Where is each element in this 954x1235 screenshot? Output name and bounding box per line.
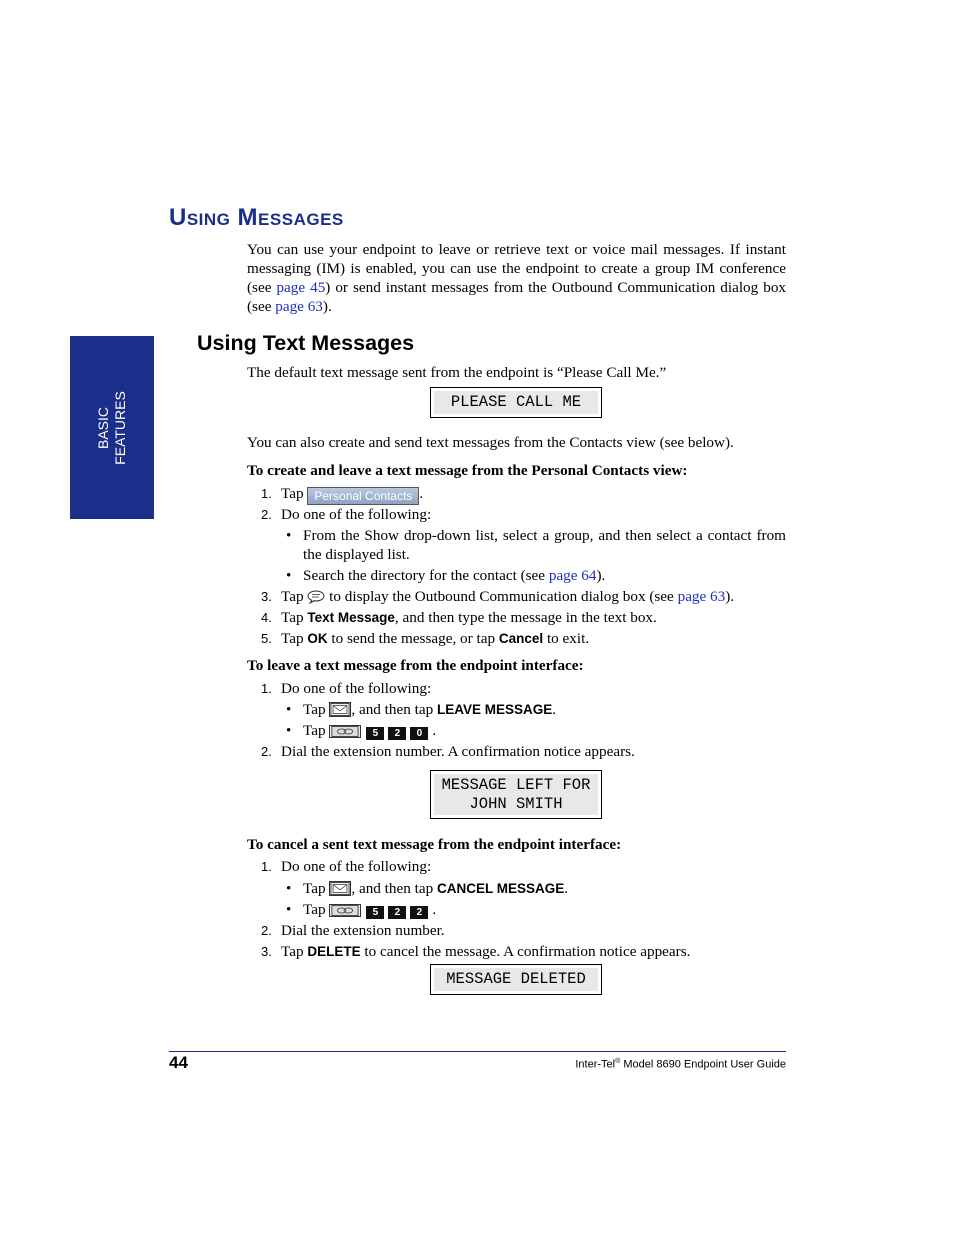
create-step-4 [261, 608, 786, 627]
intro-text-2: ) or send instant messages from the Outbound Communication dialog box (see [247, 279, 787, 315]
page-63-link[interactable]: page 63 [677, 588, 726, 605]
bullet-text: From the Show drop-down list, select a group, and then select a contact from the displayed list. [303, 527, 786, 563]
speech-bubble-icon[interactable] [307, 590, 325, 604]
step-text: to display the Outbound Communication dialog box (see [329, 588, 678, 605]
bullet-text: . [432, 722, 437, 739]
bullet-text: Tap [303, 880, 330, 897]
default-message-text: The default text message sent from the endpoint is “Please Call Me.” [247, 364, 667, 381]
page-45-link[interactable]: page 45 [276, 279, 326, 296]
bullet-text: Tap [303, 701, 330, 718]
bullet-dot: • [286, 567, 292, 584]
contacts-view-text: You can also create and send text messages from the Contacts view (see below). [247, 434, 734, 451]
dial-key-5[interactable]: 5 [366, 906, 384, 919]
step-text: to send the message, or tap [327, 630, 499, 647]
step-text: Tap [281, 943, 308, 960]
subsection-title: Using Text Messages [197, 331, 415, 355]
dial-key-5[interactable]: 5 [366, 727, 384, 740]
lcd-screen: PLEASE CALL ME [434, 391, 598, 414]
lcd-screen [434, 774, 598, 815]
create-step-5 [261, 629, 786, 648]
leave-bullet-1 [286, 700, 786, 719]
page-64-link[interactable]: page 64 [548, 567, 597, 584]
step-text: Tap [281, 588, 308, 605]
lcd-message-left [430, 770, 602, 819]
bullet-dot: • [286, 527, 292, 544]
footer-brand: Inter-Tel [575, 1058, 616, 1071]
create-step-2 [261, 505, 786, 524]
step-text: to exit. [543, 630, 590, 647]
step-text: . [419, 485, 424, 502]
cancel-step-1 [261, 857, 786, 876]
footer-guide-name: Model 8690 Endpoint User Guide [620, 1058, 786, 1071]
bullet-text: Tap [303, 901, 330, 918]
dial-key-2[interactable]: 2 [410, 906, 428, 919]
footer-rule [169, 1051, 786, 1052]
registered-mark: ® [615, 1058, 621, 1065]
create-bullet-1 [286, 526, 786, 564]
dial-key-2[interactable]: 2 [388, 906, 406, 919]
bullet-dot: • [286, 722, 292, 739]
section-side-tab [70, 336, 154, 519]
step-number: 1. [261, 486, 272, 501]
step-number: 3. [261, 589, 272, 604]
step-number: 2. [261, 507, 272, 522]
step-number: 4. [261, 610, 272, 625]
cancel-message-keyword: CANCEL MESSAGE [436, 881, 565, 896]
create-step-3 [261, 587, 786, 606]
step-number: 2. [261, 744, 272, 759]
cancel-keyword: Cancel [498, 631, 544, 646]
lcd-screen: MESSAGE DELETED [434, 968, 598, 991]
step-text: , and then type the message in the text box. [394, 609, 657, 626]
step-text: to cancel the message. A confirmation notice appears. [360, 943, 691, 960]
step-text: Dial the extension number. A confirmation notice appears. [281, 743, 635, 760]
feature-key-icon[interactable] [329, 904, 361, 917]
leave-message-keyword: LEAVE MESSAGE [436, 702, 553, 717]
step-number: 3. [261, 944, 272, 959]
bullet-dot: • [286, 701, 292, 718]
lcd-message-deleted [430, 964, 602, 995]
bullet-text: . [432, 901, 437, 918]
bullet-text: . [552, 701, 557, 718]
section-title: Using Messages [169, 204, 344, 231]
lcd-please-call-me [430, 387, 602, 418]
bullet-text: Search the directory for the contact (see [303, 567, 549, 584]
side-tab-label [95, 391, 129, 465]
step-text: Tap [281, 630, 308, 647]
lcd-line-1: MESSAGE LEFT FOR [441, 775, 591, 794]
dial-key-0[interactable]: 0 [410, 727, 428, 740]
footer-guide-title [575, 1058, 786, 1071]
intro-paragraph [247, 240, 786, 316]
bullet-text: ). [596, 567, 606, 584]
cancel-step-3 [261, 942, 786, 961]
leave-step-1 [261, 679, 786, 698]
step-text: Dial the extension number. [281, 922, 445, 939]
bullet-text: . [564, 880, 569, 897]
step-text: Do one of the following: [281, 858, 432, 875]
bullet-text: , and then tap [351, 701, 437, 718]
delete-keyword: DELETE [307, 944, 361, 959]
ok-keyword: OK [307, 631, 328, 646]
feature-key-icon[interactable] [329, 725, 361, 738]
dial-key-2[interactable]: 2 [388, 727, 406, 740]
side-tab-line-2: FEATURES [112, 390, 128, 465]
procedure-heading-cancel: To cancel a sent text message from the endpoint interface: [247, 836, 622, 853]
side-tab-line-1: BASIC [95, 406, 111, 449]
envelope-icon[interactable] [329, 702, 351, 717]
create-bullet-2 [286, 566, 786, 585]
cancel-bullet-1 [286, 879, 786, 898]
lcd-line-2: JOHN SMITH [469, 794, 563, 813]
intro-text-3: ). [322, 298, 332, 315]
page-63-link[interactable]: page 63 [275, 298, 323, 315]
step-text: ). [725, 588, 735, 605]
step-number: 5. [261, 631, 272, 646]
bullet-text: Tap [303, 722, 330, 739]
step-number: 2. [261, 923, 272, 938]
bullet-dot: • [286, 880, 292, 897]
step-text: Do one of the following: [281, 680, 432, 697]
step-text: Do one of the following: [281, 506, 432, 523]
leave-step-2 [261, 742, 786, 761]
personal-contacts-button[interactable]: Personal Contacts [307, 487, 419, 505]
step-text: Tap [281, 485, 308, 502]
procedure-heading-leave: To leave a text message from the endpoint interface: [247, 657, 584, 674]
cancel-step-2 [261, 921, 786, 940]
page-number: 44 [169, 1053, 188, 1072]
intro-text-1: You can use your endpoint to leave or retrieve text or voice mail messages. If instant messaging (IM) is enabled, you can use the endpoint to create a group IM conference (see [247, 241, 786, 296]
envelope-icon[interactable] [329, 881, 351, 896]
bullet-text: , and then tap [351, 880, 437, 897]
step-text: Tap [281, 609, 308, 626]
procedure-heading-create: To create and leave a text message from the Personal Contacts view: [247, 462, 688, 479]
step-number: 1. [261, 681, 272, 696]
create-step-1 [261, 484, 786, 505]
cancel-bullet-2 [286, 900, 786, 919]
step-number: 1. [261, 859, 272, 874]
text-message-keyword: Text Message [307, 610, 395, 625]
leave-bullet-2 [286, 721, 786, 740]
bullet-dot: • [286, 901, 292, 918]
